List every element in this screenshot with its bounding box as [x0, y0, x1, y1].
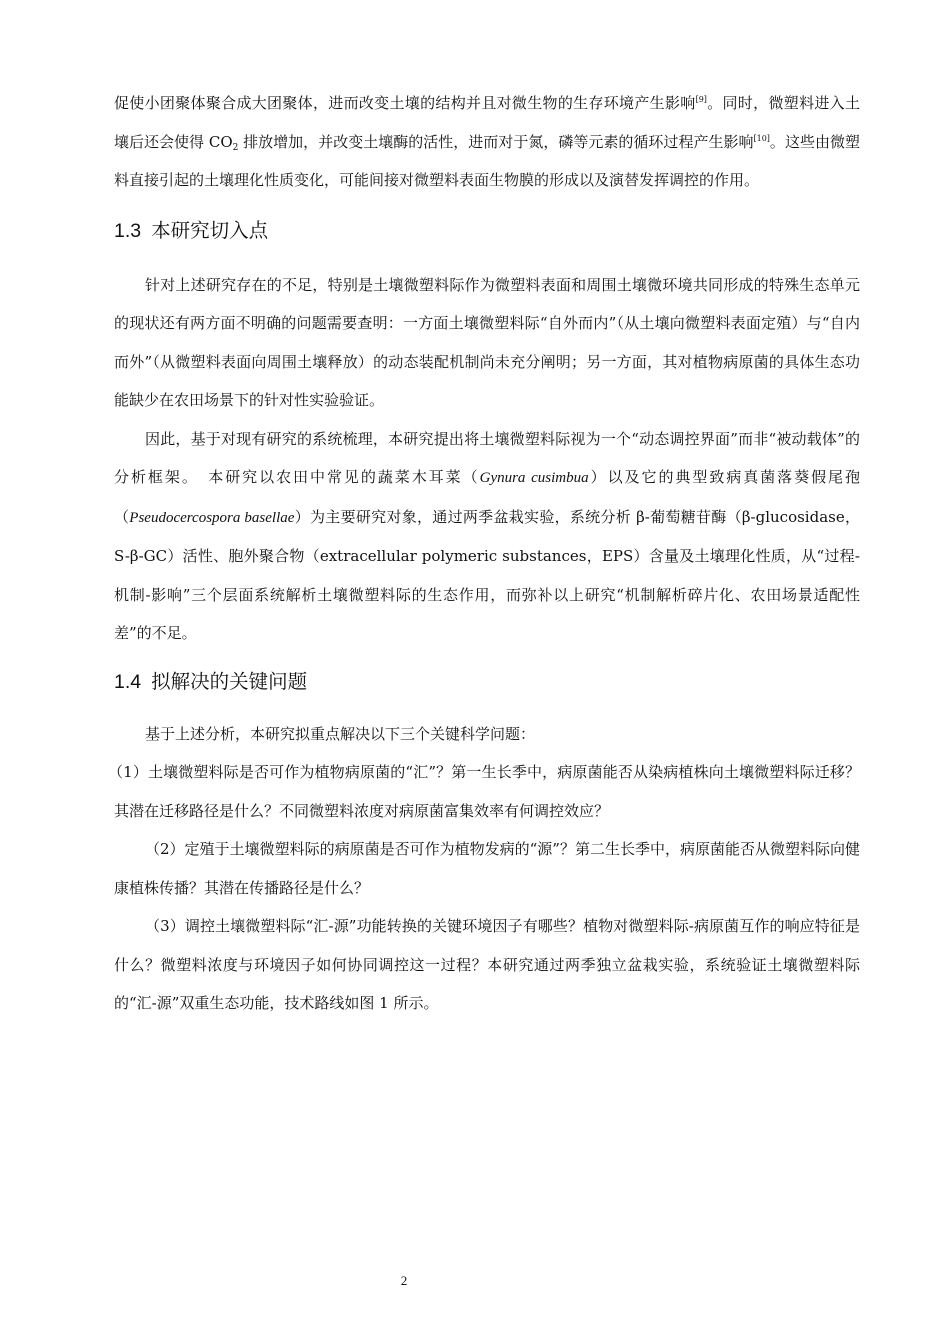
intro-text-c: 排放增加，并改变土壤酶的活性，进而对于氮，磷等元素的循环过程产生影响 [238, 132, 754, 151]
section-1-4-lead: 基于上述分析，本研究拟重点解决以下三个关键科学问题： [145, 724, 536, 743]
section-heading-1-3 [114, 216, 860, 246]
section-number: 1.3 [114, 219, 142, 242]
section-title: 本研究切入点 [151, 218, 269, 242]
co2-subscript: 2 [232, 142, 239, 153]
intro-text-b: 。同时，微塑料进入土壤后还会使得 CO [114, 94, 860, 151]
section-number: 1.4 [114, 670, 142, 693]
species-name-gynura: Gynura cusimbua [479, 470, 589, 486]
paragraph-text-a: 因此，基于对现有研究的系统梳理，本研究提出将土壤微塑料际视为一个“动态调控界面”而非“被动载体”的分析框架。 本研究以农田中常见的蔬菜木耳菜（ [114, 429, 860, 486]
intro-text-d: 。这些由微塑料直接引起的土壤理化性质变化，可能间接对微塑料表面生物膜的形成以及演替发挥调控的作用。 [114, 132, 860, 189]
intro-text-a: 促使小团聚体聚合成大团聚体，进而改变土壤的结构并且对微生物的生存环境产生影响 [114, 94, 696, 112]
page-body [108, 84, 861, 1023]
intro-paragraph [114, 84, 860, 200]
section-1-3-paragraph-1: 针对上述研究存在的不足，特别是土壤微塑料际作为微塑料表面和周围土壤微环境共同形成的特殊生态单元的现状还有两方面不明确的问题需要查明：一方面土壤微塑料际“自外而内”（从土壤向微塑料表面定殖）与“自内而外”（从微塑料表面向周围土壤释放）的动态装配机制尚未充分阐明；另一方面，其对植物病原菌的具体生态功能缺少在农田场景下的针对性实验验证。 [114, 275, 860, 409]
section-1-3-paragraph-2 [114, 420, 860, 653]
question-2: （2）定殖于土壤微塑料际的病原菌是否可作为植物发病的“源”？第二生长季中，病原菌能否从微塑料际向健康植株传播？其潜在传播路径是什么？ [114, 840, 860, 897]
page-number: 2 [400, 1273, 408, 1288]
citation-10: [10] [753, 133, 770, 143]
question-1: （1）土壤微塑料际是否可作为植物病原菌的“汇”？第一生长季中，病原菌能否从染病植株向土壤微塑料际迁移？其潜在迁移路径是什么？不同微塑料浓度对病原菌富集效率有何调控效应？ [108, 763, 860, 820]
species-name-pseudocercospora: Pseudocercospora basellae [129, 509, 295, 526]
question-3: （3）调控土壤微塑料际“汇-源”功能转换的关键环境因子有哪些？植物对微塑料际-病原菌互作的响应特征是什么？微塑料浓度与环境因子如何协同调控这一过程？本研究通过两季独立盆栽实验，系统验证土壤微塑料际的“汇-源”双重生态功能，技术路线如图 1 所示。 [114, 917, 860, 1012]
section-heading-1-4 [114, 667, 860, 697]
paragraph-text-b: ）以及它的典型致病真菌落葵假尾孢（ [114, 468, 860, 526]
paragraph-text-c: ）为主要研究对象，通过两季盆栽实验，系统分析 β-葡萄糖苷酶（β-glucosidase，S-β-GC）活性、胞外聚合物（extracellular polymeric substances，EPS）含量及土壤理化性质，从“过程-机制-影响”三个层面系统解析土壤微塑料际的生态作用，而弥补以上研究“机制解析碎片化、农田场景适配性差”的不足。 [114, 507, 861, 642]
citation-9: [9] [695, 95, 707, 104]
section-title: 拟解决的关键问题 [151, 669, 308, 693]
